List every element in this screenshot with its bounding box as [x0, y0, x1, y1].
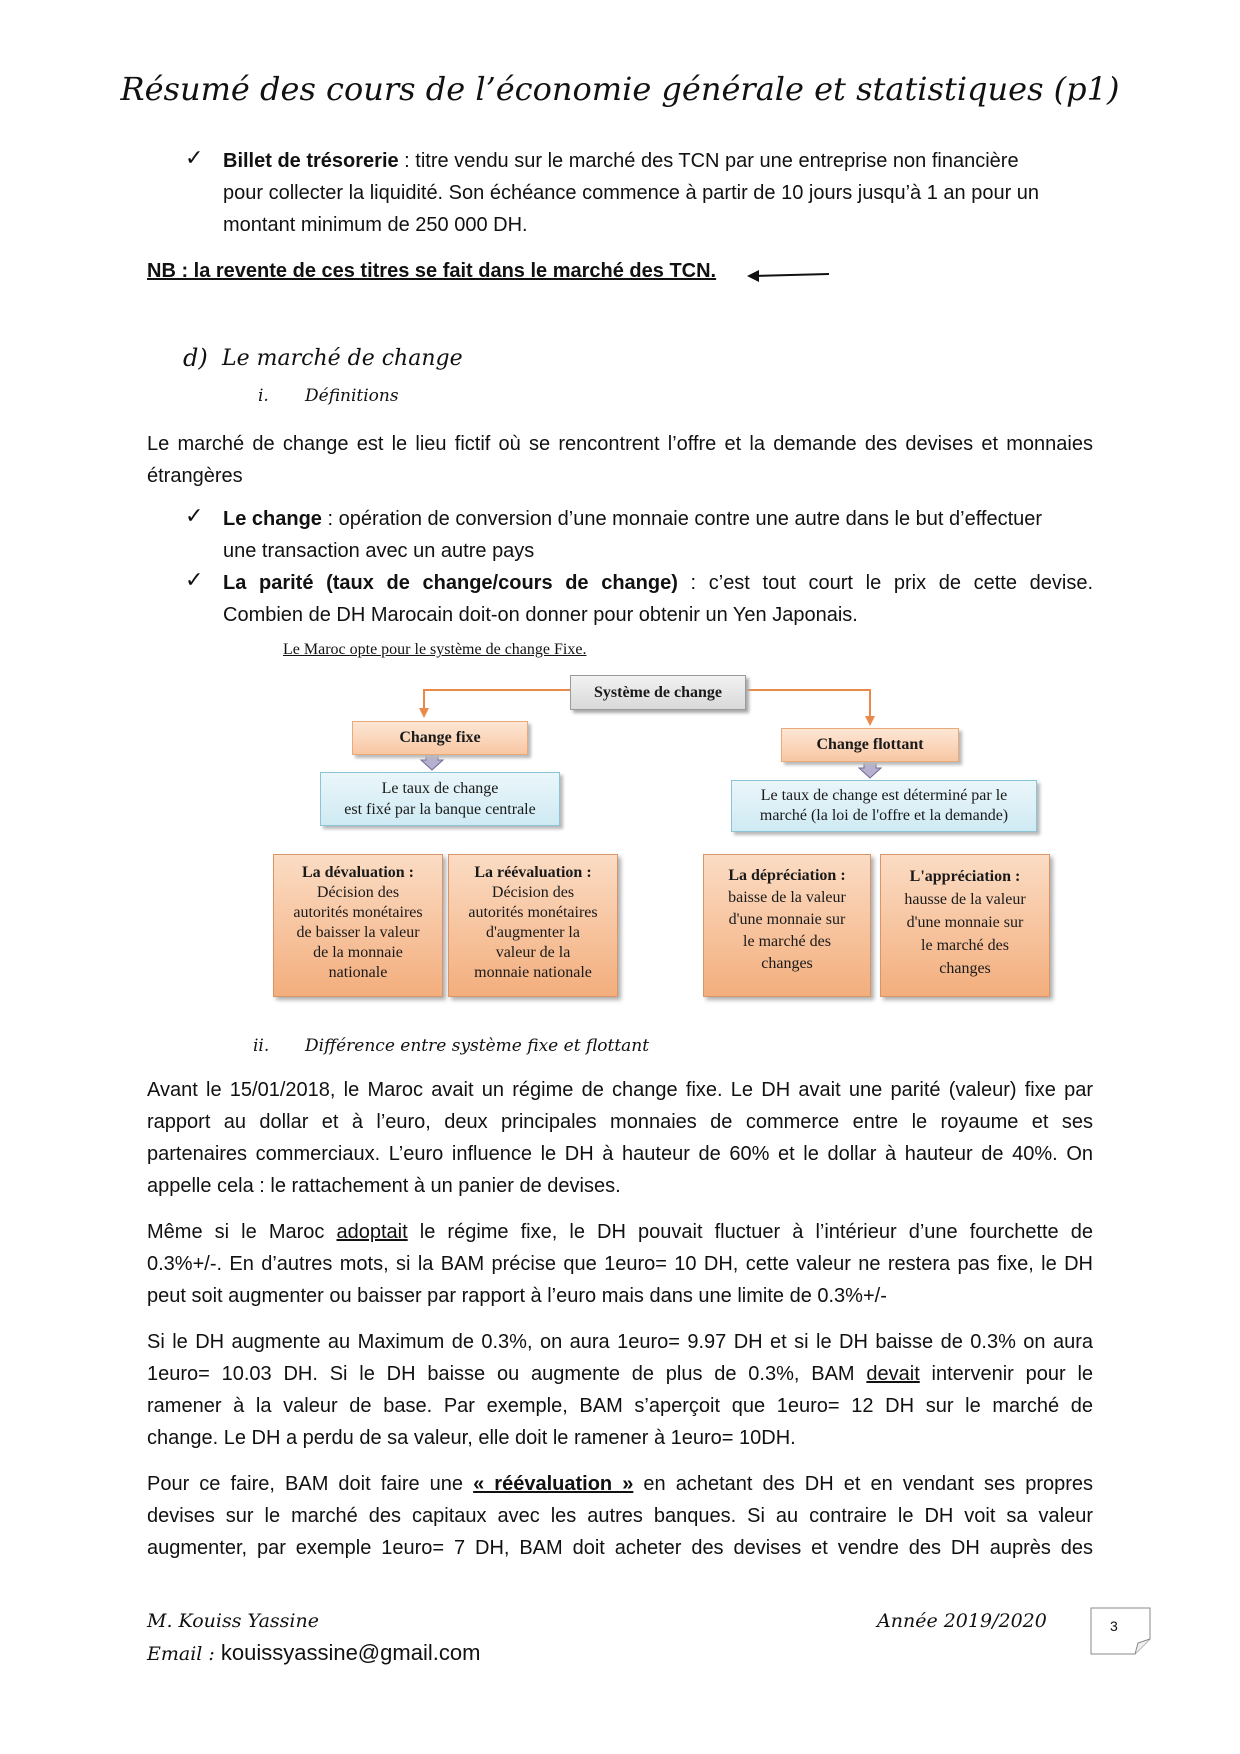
p4-underlined: « réévaluation »	[473, 1473, 634, 1495]
footer-author: M. Kouiss Yassine	[147, 1610, 319, 1632]
definition-line-1: Le marché de change est le lieu fictif où se rencontrent l’offre et la demande des devises et monnaies	[147, 433, 1093, 455]
billet-line-2: pour collecter la liquidité. Son échéance commence à partir de 10 jours jusqu’à 1 an pour un	[223, 182, 1040, 204]
change-line-2: une transaction avec un autre pays	[223, 540, 535, 562]
email-label: Email :	[147, 1643, 221, 1665]
change-fixe-box: Change fixe	[352, 721, 528, 755]
checkmark-icon: ✓	[185, 567, 204, 592]
devaluation-line: de la monnaie	[313, 944, 403, 961]
p1-line: Avant le 15/01/2018, le Maroc avait un régime de change fixe. Le DH avait une parité (valeur) fixe par	[147, 1079, 1093, 1101]
appreciation-box	[880, 854, 1050, 997]
devaluation-line: Décision des	[316, 884, 400, 901]
reevaluation-line: autorités monétaires	[468, 904, 598, 921]
depreciation-box	[703, 854, 871, 997]
change-text: : opération de conversion d’une monnaie contre une autre dans le but d’effectuer	[321, 508, 1043, 530]
p4-line: devises sur le marché des capitaux avec les autres banques. Si au contraire le DH voit sa valeur	[147, 1505, 1093, 1527]
p2-line	[147, 1216, 1093, 1248]
billet-label: Billet de trésorerie	[223, 150, 399, 172]
p1-line: partenaires commerciaux. L’euro influence le DH à hauteur de 60% et le dollar à hauteur de 40%. On	[147, 1143, 1093, 1165]
p2-line: 0.3%+/-. En d’autres mots, si la BAM précise que 1euro= 10 DH, cette valeur ne restera pas fixe, le DH	[147, 1253, 1093, 1275]
p3-underlined: devait	[866, 1363, 920, 1385]
footer-year: Année 2019/2020	[877, 1610, 1047, 1632]
fixe-desc-line: est fixé par la banque centrale	[344, 801, 536, 818]
reevaluation-line: d'augmenter la	[486, 924, 580, 941]
subsection-title: Différence entre système fixe et flottant	[305, 1036, 650, 1056]
nb-note: NB : la revente de ces titres se fait dans le marché des TCN.	[147, 260, 717, 282]
devaluation-line: nationale	[328, 964, 388, 981]
flottant-description-box	[731, 780, 1037, 832]
devaluation-line: autorités monétaires	[293, 904, 423, 921]
definition-line-2: étrangères	[147, 465, 243, 487]
page-number-box	[1090, 1607, 1152, 1657]
devaluation-head: La dévaluation :	[301, 864, 414, 881]
parite-line-2: Combien de DH Marocain doit-on donner pour obtenir un Yen Japonais.	[223, 604, 858, 626]
diagram-caption: Le Maroc opte pour le système de change Fixe.	[283, 641, 587, 658]
checkmark-icon: ✓	[185, 145, 204, 170]
depreciation-head: La dépréciation :	[728, 867, 846, 884]
p4-text: en achetant des DH et en vendant ses propres	[633, 1473, 1094, 1495]
footer-email	[147, 1640, 480, 1666]
parite-text: : c’est tout court le prix de cette devise.	[677, 572, 1094, 594]
p2-text: le régime fixe, le DH pouvait fluctuer à l’intérieur d’une fourchette de	[407, 1221, 1094, 1243]
subsection-num: i.	[258, 386, 269, 406]
page-number: 3	[1110, 1618, 1118, 1634]
fixe-description-box	[320, 772, 560, 826]
depreciation-line: le marché des	[743, 933, 831, 950]
page-title: Résumé des cours de l’économie générale et statistiques (p1)	[120, 70, 1120, 108]
fixe-desc-line: Le taux de change	[381, 780, 499, 797]
p1-line: appelle cela : le rattachement à un panier de devises.	[147, 1175, 621, 1197]
checkmark-icon: ✓	[185, 503, 204, 528]
reevaluation-line: Décision des	[491, 884, 575, 901]
appreciation-line: changes	[939, 960, 991, 977]
appreciation-head: L'appréciation :	[909, 868, 1021, 885]
reevaluation-head: La réévaluation :	[474, 864, 592, 881]
p4-line	[147, 1468, 1093, 1500]
reevaluation-line: valeur de la	[495, 944, 571, 961]
parite-label: La parité (taux de change/cours de change)	[223, 572, 678, 594]
email-address[interactable]: kouissyassine@gmail.com	[220, 1640, 481, 1665]
appreciation-line: le marché des	[921, 937, 1009, 954]
subsection-num: ii.	[253, 1036, 270, 1056]
subsection-title: Définitions	[305, 386, 399, 406]
reevaluation-box	[448, 854, 618, 997]
p3-text: intervenir pour le	[919, 1363, 1094, 1385]
devaluation-box	[273, 854, 443, 997]
flottant-desc-line: Le taux de change est déterminé par le	[760, 787, 1008, 804]
change-flottant-box: Change flottant	[781, 728, 959, 762]
system-root-box: Système de change	[570, 675, 746, 710]
p2-text: Même si le Maroc	[147, 1221, 337, 1243]
flottant-desc-line: marché (la loi de l'offre et la demande)	[759, 807, 1009, 824]
appreciation-line: d'une monnaie sur	[906, 914, 1024, 931]
p3-line: Si le DH augmente au Maximum de 0.3%, on aura 1euro= 9.97 DH et si le DH baisse de 0.3% on aura	[147, 1331, 1093, 1353]
p4-line: augmenter, par exemple 1euro= 7 DH, BAM doit acheter des devises et vendre des DH auprès des	[147, 1537, 1093, 1559]
billet-line-3: montant minimum de 250 000 DH.	[223, 214, 528, 236]
depreciation-line: baisse de la valeur	[728, 889, 846, 906]
depreciation-line: changes	[761, 955, 813, 972]
billet-text: : titre vendu sur le marché des TCN par une entreprise non financière	[398, 150, 1019, 172]
devaluation-line: de baisser la valeur	[296, 924, 420, 941]
p3-line: change. Le DH a perdu de sa valeur, elle doit le ramener à 1euro= 10DH.	[147, 1427, 796, 1449]
reevaluation-line: monnaie nationale	[474, 964, 592, 981]
section-letter: d)	[183, 344, 208, 372]
section-title: Le marché de change	[222, 346, 463, 371]
p3-line: ramener à la valeur de base. Par exemple, BAM s’aperçoit que 1euro= 12 DH sur le marché de	[147, 1395, 1093, 1417]
p4-text: Pour ce faire, BAM doit faire une	[147, 1473, 474, 1495]
p2-line: peut soit augmenter ou baisser par rapport à l’euro mais dans une limite de 0.3%+/-	[147, 1285, 887, 1307]
change-label: Le change	[223, 508, 322, 530]
p3-text: 1euro= 10.03 DH. Si le DH baisse ou augmente de plus de 0.3%, BAM	[147, 1363, 867, 1385]
appreciation-line: hausse de la valeur	[904, 891, 1026, 908]
p1-line: rapport au dollar et à l’euro, deux principales monnaies de commerce entre le royaume et ses	[147, 1111, 1093, 1133]
p2-underlined: adoptait	[336, 1221, 408, 1243]
p3-line	[147, 1358, 1093, 1390]
depreciation-line: d'une monnaie sur	[728, 911, 846, 928]
